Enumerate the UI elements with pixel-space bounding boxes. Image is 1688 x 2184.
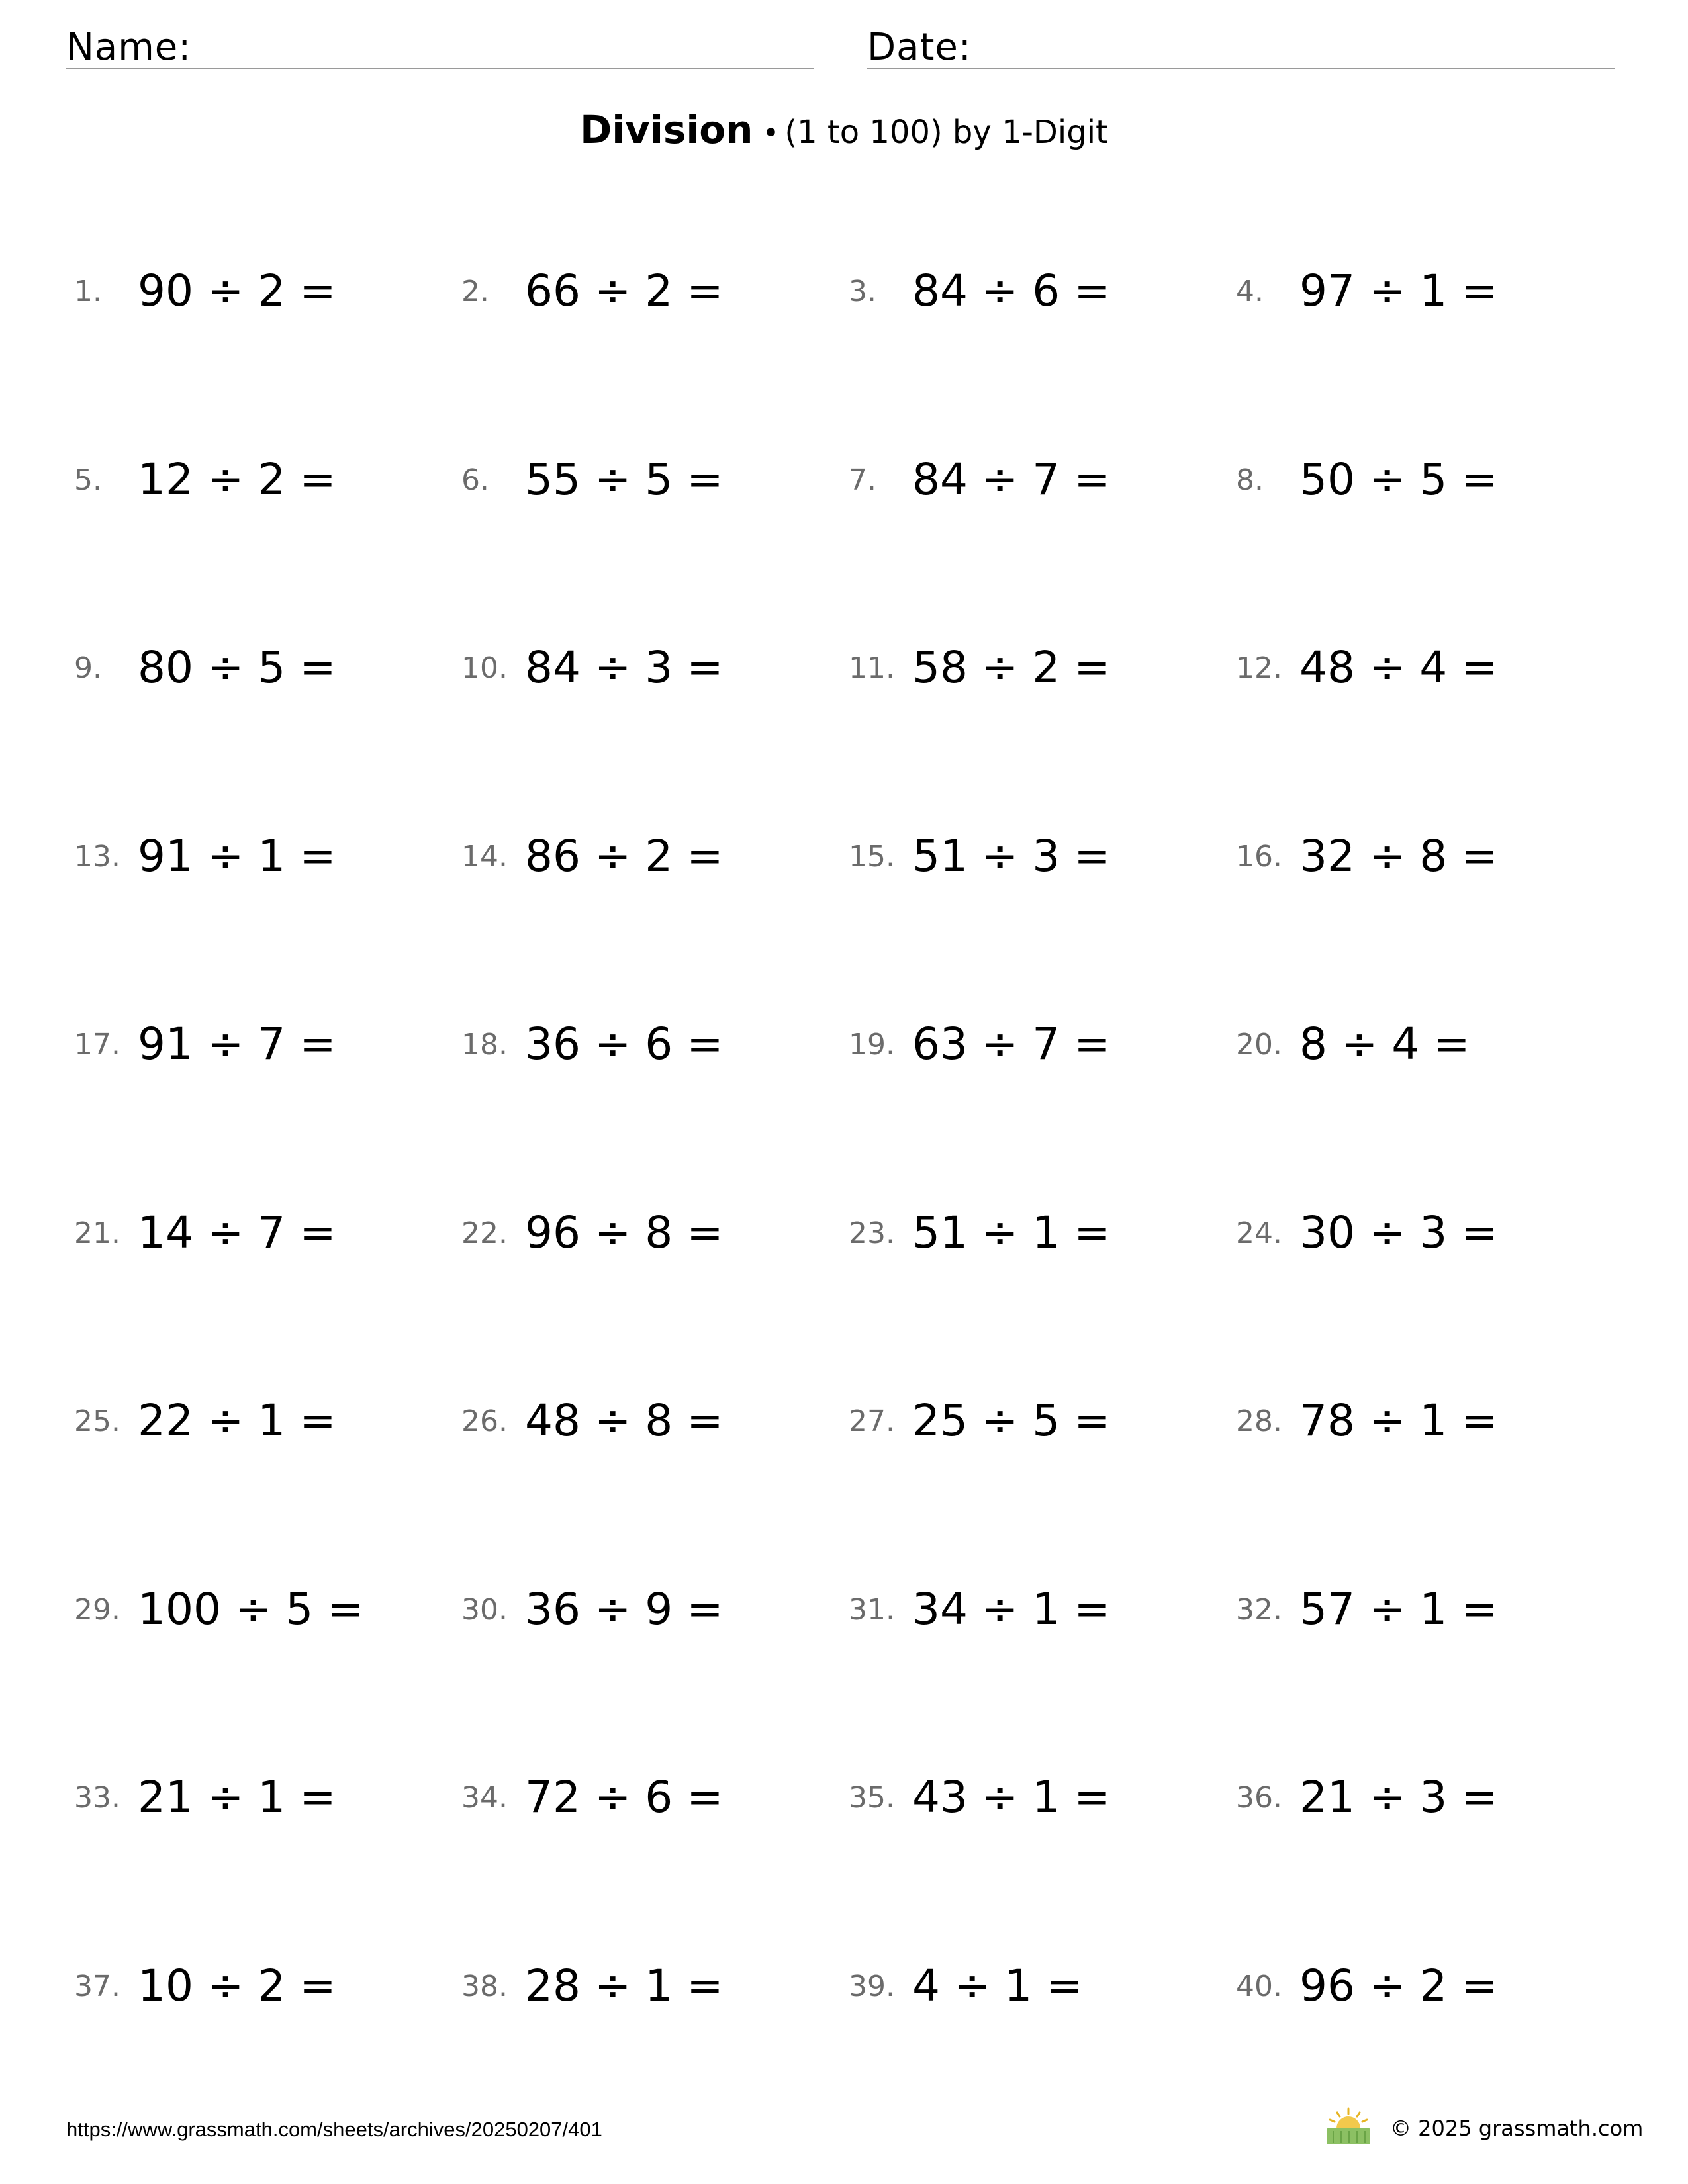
problem-expression: 91 ÷ 7 = [138,1019,336,1069]
problem-number: 35. [849,1781,895,1815]
problem-number: 27. [849,1404,895,1438]
problem-number: 4. [1236,275,1264,308]
problem-expression: 66 ÷ 2 = [525,265,724,316]
problem-expression: 84 ÷ 6 = [912,265,1111,316]
problem-number: 15. [849,840,895,874]
problem-expression: 97 ÷ 1 = [1299,265,1498,316]
problem-expression: 48 ÷ 4 = [1299,642,1498,693]
problem-expression: 25 ÷ 5 = [912,1395,1111,1446]
problem-expression: 72 ÷ 6 = [525,1772,724,1823]
date-label: Date: [867,26,972,69]
footer-copyright: © 2025 grassmath.com [1390,2116,1644,2141]
problem-expression: 28 ÷ 1 = [525,1960,724,2011]
title-main: Division [580,107,753,152]
problem-number: 7. [849,463,876,497]
problem-expression: 51 ÷ 3 = [912,831,1111,882]
problem-expression: 10 ÷ 2 = [138,1960,336,2011]
title-subtitle: (1 to 100) by 1-Digit [784,114,1108,151]
problem-number: 14. [461,840,508,874]
problem-number: 11. [849,651,895,685]
problem-expression: 36 ÷ 9 = [525,1584,724,1635]
problem-expression: 91 ÷ 1 = [138,831,336,882]
problem-number: 25. [74,1404,120,1438]
problem-expression: 63 ÷ 7 = [912,1019,1111,1069]
name-line[interactable] [66,68,814,69]
problem-number: 34. [461,1781,508,1815]
problem-expression: 86 ÷ 2 = [525,831,724,882]
problem-number: 12. [1236,651,1282,685]
problem-number: 26. [461,1404,508,1438]
problem-expression: 100 ÷ 5 = [138,1584,364,1635]
worksheet-title [0,106,1688,163]
problem-expression: 36 ÷ 6 = [525,1019,724,1069]
problem-number: 1. [74,275,102,308]
problem-expression: 30 ÷ 3 = [1299,1207,1498,1258]
problem-number: 20. [1236,1028,1282,1062]
footer-url: https://www.grassmath.com/sheets/archives/20250207/401 [66,2118,602,2141]
problem-expression: 32 ÷ 8 = [1299,831,1498,882]
problem-number: 13. [74,840,120,874]
problem-expression: 4 ÷ 1 = [912,1960,1083,2011]
problem-number: 23. [849,1216,895,1250]
problem-number: 32. [1236,1593,1282,1627]
problem-expression: 58 ÷ 2 = [912,642,1111,693]
problem-number: 19. [849,1028,895,1062]
problem-number: 33. [74,1781,120,1815]
problem-number: 36. [1236,1781,1282,1815]
problem-expression: 48 ÷ 8 = [525,1395,724,1446]
problem-number: 21. [74,1216,120,1250]
problem-number: 3. [849,275,876,308]
problem-number: 18. [461,1028,508,1062]
problem-expression: 57 ÷ 1 = [1299,1584,1498,1635]
problem-expression: 14 ÷ 7 = [138,1207,336,1258]
problem-expression: 96 ÷ 2 = [1299,1960,1498,2011]
problem-number: 2. [461,275,489,308]
problem-number: 17. [74,1028,120,1062]
problem-expression: 8 ÷ 4 = [1299,1019,1470,1069]
problem-number: 8. [1236,463,1264,497]
problem-expression: 21 ÷ 1 = [138,1772,336,1823]
problem-number: 40. [1236,1970,1282,2003]
problem-number: 10. [461,651,508,685]
problem-expression: 51 ÷ 1 = [912,1207,1111,1258]
problem-expression: 84 ÷ 7 = [912,454,1111,505]
problem-number: 38. [461,1970,508,2003]
problem-number: 16. [1236,840,1282,874]
problem-number: 6. [461,463,489,497]
problem-number: 30. [461,1593,508,1627]
problem-expression: 43 ÷ 1 = [912,1772,1111,1823]
problem-number: 22. [461,1216,508,1250]
problem-number: 29. [74,1593,120,1627]
problem-expression: 12 ÷ 2 = [138,454,336,505]
problem-expression: 22 ÷ 1 = [138,1395,336,1446]
problem-expression: 34 ÷ 1 = [912,1584,1111,1635]
sun-over-grass-icon [1324,2107,1373,2146]
problem-number: 5. [74,463,102,497]
problem-number: 28. [1236,1404,1282,1438]
title-separator: • [762,116,780,150]
problem-expression: 96 ÷ 8 = [525,1207,724,1258]
problem-expression: 21 ÷ 3 = [1299,1772,1498,1823]
problem-expression: 55 ÷ 5 = [525,454,724,505]
date-line[interactable] [867,68,1615,69]
name-label: Name: [66,26,192,69]
problem-number: 24. [1236,1216,1282,1250]
problem-number: 9. [74,651,102,685]
problem-expression: 50 ÷ 5 = [1299,454,1498,505]
problem-number: 37. [74,1970,120,2003]
problem-number: 31. [849,1593,895,1627]
problem-expression: 80 ÷ 5 = [138,642,336,693]
problem-number: 39. [849,1970,895,2003]
problem-expression: 84 ÷ 3 = [525,642,724,693]
problem-expression: 90 ÷ 2 = [138,265,336,316]
problem-expression: 78 ÷ 1 = [1299,1395,1498,1446]
